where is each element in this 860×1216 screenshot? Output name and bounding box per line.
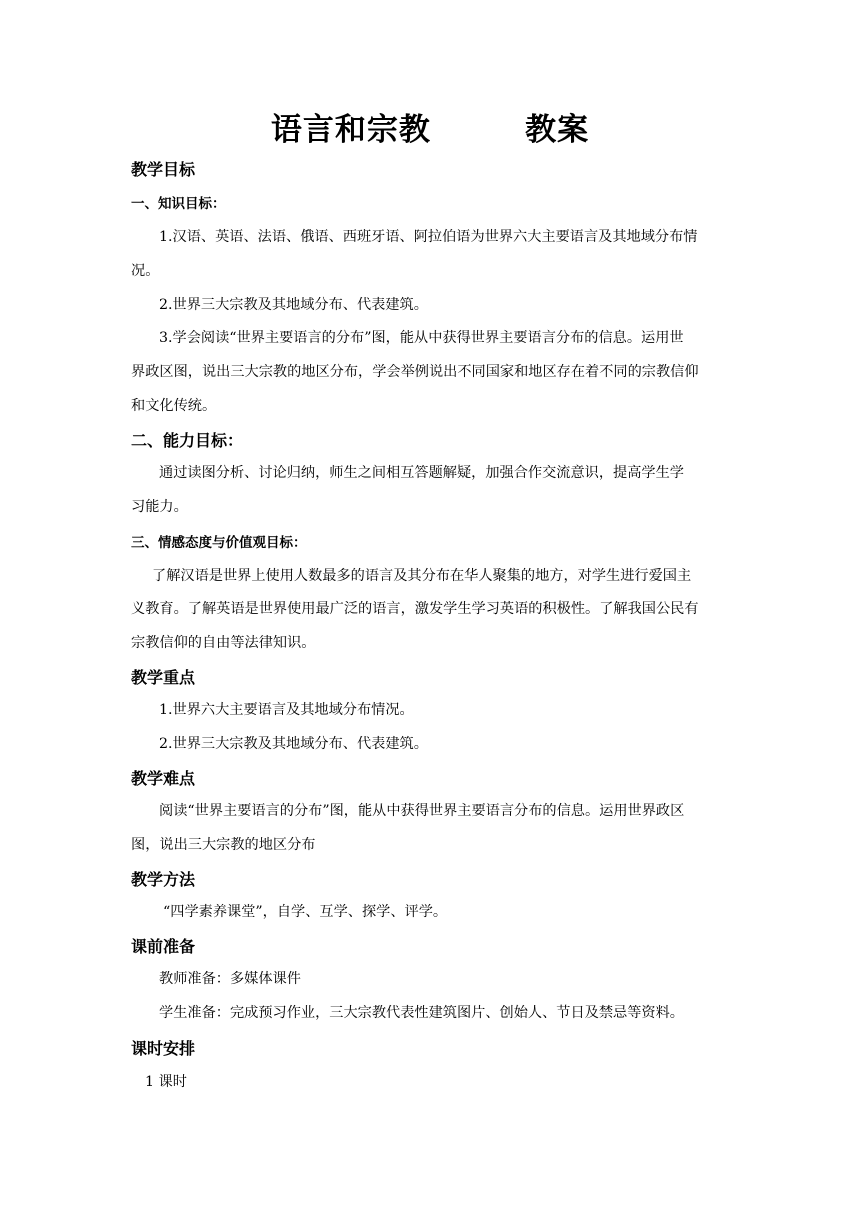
heading-teaching-method: 教学方法 <box>131 870 196 889</box>
difficulty-line-1: 阅读“世界主要语言的分布”图，能从中获得世界主要语言分布的信息。运用世界政区 <box>159 803 685 819</box>
heading-teaching-goals: 教学目标 <box>131 160 196 179</box>
ability-line-2: 习能力。 <box>131 499 188 515</box>
knowledge-item-3-cont-1: 界政区图，说出三大宗教的地区分布，学会举例说出不同国家和地区存在着不同的宗教信仰 <box>131 364 699 380</box>
heading-emotion-goals: 三、情感态度与价值观目标： <box>131 535 307 551</box>
heading-ability-goals: 二、能力目标： <box>131 431 244 450</box>
heading-knowledge-goals: 一、知识目标： <box>131 196 226 212</box>
emotion-line-2: 义教育。了解英语是世界使用最广泛的语言，激发学生学习英语的积极性。了解我国公民有 <box>131 601 699 617</box>
document-title: 语言和宗教 教案 <box>270 112 590 148</box>
knowledge-item-1-cont: 况。 <box>131 263 160 279</box>
knowledge-item-1: 1.汉语、英语、法语、俄语、西班牙语、阿拉伯语为世界六大主要语言及其地域分布情 <box>159 229 698 245</box>
heading-teaching-focus: 教学重点 <box>131 668 196 687</box>
emotion-line-1: 了解汉语是世界上使用人数最多的语言及其分布在华人聚集的地方，对学生进行爱国主 <box>152 568 692 584</box>
ability-line-1: 通过读图分析、讨论归纳，师生之间相互答题解疑，加强合作交流意识，提高学生学 <box>159 465 684 481</box>
prep-student: 学生准备：完成预习作业，三大宗教代表性建筑图片、创始人、节日及禁忌等资料。 <box>159 1005 684 1021</box>
knowledge-item-3-cont-2: 和文化传统。 <box>131 398 217 414</box>
difficulty-line-2: 图，说出三大宗教的地区分布 <box>131 837 316 853</box>
knowledge-item-3: 3.学会阅读“世界主要语言的分布”图，能从中获得世界主要语言分布的信息。运用世 <box>159 330 684 346</box>
heading-schedule: 课时安排 <box>131 1039 196 1058</box>
focus-item-1: 1.世界六大主要语言及其地域分布情况。 <box>159 702 414 718</box>
method-text: “四学素养课堂”，自学、互学、探学、评学。 <box>163 904 448 920</box>
emotion-line-3: 宗教信仰的自由等法律知识。 <box>131 635 316 651</box>
prep-teacher: 教师准备：多媒体课件 <box>159 971 301 987</box>
knowledge-item-2: 2.世界三大宗教及其地域分布、代表建筑。 <box>159 297 428 313</box>
focus-item-2: 2.世界三大宗教及其地域分布、代表建筑。 <box>159 736 428 752</box>
heading-teaching-difficulty: 教学难点 <box>131 769 196 788</box>
schedule-text: 1 课时 <box>145 1074 187 1090</box>
heading-preparation: 课前准备 <box>131 937 196 956</box>
